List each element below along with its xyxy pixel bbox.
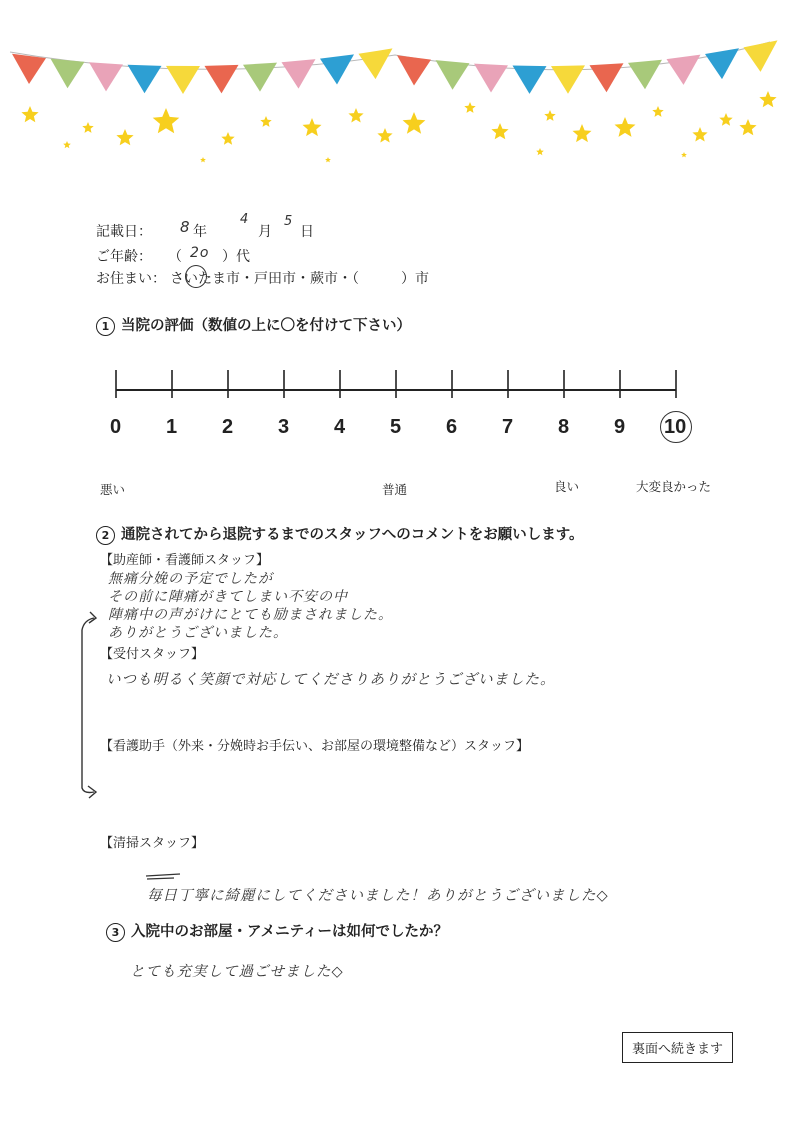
star-icon — [303, 118, 322, 136]
age-close-paren: ）代 — [222, 249, 250, 265]
bunting-flag — [205, 65, 239, 94]
bunting-flag — [243, 63, 277, 92]
midwife-comment-line-3: 陣痛中の声がけにとても励まされました。 — [108, 607, 393, 623]
bunting-flag — [320, 54, 354, 84]
date-year-value: 8 — [180, 218, 191, 236]
age-label: ご年齢： — [96, 249, 152, 265]
star-icon — [200, 157, 206, 162]
star-icon — [544, 110, 555, 121]
section2-title — [96, 523, 584, 545]
star-icon — [573, 124, 592, 142]
reception-header: 【受付スタッフ】 — [100, 647, 205, 662]
section1-number: 1 — [96, 317, 115, 336]
midwife-comment-line-1: 無痛分娩の予定でしたが — [108, 571, 273, 587]
section2-number: 2 — [96, 526, 115, 545]
month-unit: 月 — [258, 224, 272, 240]
label-bad: 悪い — [100, 482, 126, 497]
midwife-comment — [108, 570, 393, 642]
bunting-flag — [12, 54, 46, 84]
star-icon — [325, 157, 331, 162]
date-month-value: 4 — [240, 212, 250, 227]
age-value: 2o — [190, 245, 210, 261]
bunting-flag — [359, 48, 393, 79]
bunting-flag — [551, 65, 585, 93]
bunting-flag — [397, 55, 431, 85]
assistant-header: 【看護助手（外来・分娩時お手伝い、お部屋の環境整備など）スタッフ】 — [100, 739, 530, 754]
star-icon — [491, 123, 508, 139]
section3-number: 3 — [106, 923, 125, 942]
section3-title-text: 入院中のお部屋・アメニティーは如何でしたか？ — [131, 924, 448, 940]
reception-comment: いつも明るく笑顔で対応してくださりありがとうございました。 — [106, 672, 556, 688]
star-icon — [403, 112, 426, 134]
bunting-flag — [590, 63, 624, 92]
star-icon — [652, 106, 663, 117]
scale-number-6: 6 — [446, 416, 458, 438]
star-icon — [759, 91, 776, 107]
scale-number-0: 0 — [110, 416, 122, 438]
continue-label: 裏面へ続きます — [632, 1042, 724, 1057]
star-icon — [348, 108, 363, 123]
bunting-flag — [128, 65, 162, 94]
section3-comment: とても充実して過ごせました◇ — [130, 964, 344, 980]
age-open-paren: （ — [168, 249, 182, 265]
bunting-flag — [474, 64, 508, 93]
scale-number-3: 3 — [278, 416, 290, 438]
star-icon — [719, 113, 732, 126]
star-icon — [153, 108, 180, 133]
bunting-decoration — [0, 0, 800, 175]
scale-number-7: 7 — [502, 416, 514, 438]
midwife-header: 【助産師・看護師スタッフ】 — [100, 553, 270, 568]
star-icon — [63, 141, 71, 148]
bunting-flag — [436, 60, 470, 90]
section2-title-text: 通院されてから退院するまでのスタッフへのコメントをお願いします。 — [121, 527, 584, 543]
bunting-flag — [705, 48, 739, 79]
scale-number-9: 9 — [614, 416, 626, 438]
star-icon — [82, 122, 93, 133]
scale-number-10: 10 — [664, 416, 687, 438]
address-selected-hidden — [186, 285, 187, 286]
bunting-flag — [89, 62, 123, 91]
scale-number-8: 8 — [558, 416, 570, 438]
rating-selected-circle — [660, 411, 692, 443]
section3-title — [106, 920, 448, 942]
label-normal: 普通 — [382, 482, 408, 497]
label-good: 良い — [554, 479, 580, 494]
scale-number-1: 1 — [166, 416, 178, 438]
address-circle-mark — [185, 265, 207, 288]
cleaning-comment: 毎日丁寧に綺麗にしてくださいました！ありがとうございました◇ — [147, 888, 609, 904]
star-icon — [377, 128, 392, 143]
star-icon — [464, 102, 475, 113]
date-day-value: 5 — [284, 214, 294, 229]
bunting-flag — [166, 66, 200, 94]
bunting-flag — [667, 55, 701, 85]
scale-number-5: 5 — [390, 416, 402, 438]
midwife-comment-line-4: ありがとうございました。 — [108, 625, 288, 641]
midwife-comment-line-2: その前に陣痛がきてしまい不安の中 — [108, 589, 348, 605]
address-label: お住まい： — [96, 271, 166, 287]
bunting-flag — [628, 60, 662, 90]
star-icon — [260, 116, 271, 127]
bunting-flag — [513, 66, 547, 94]
year-unit: 年 — [193, 224, 207, 240]
date-label: 記載日： — [96, 224, 152, 240]
section1-title — [96, 314, 411, 336]
star-icon — [681, 152, 687, 157]
scale-number-2: 2 — [222, 416, 234, 438]
star-icon — [221, 132, 234, 145]
day-unit: 日 — [300, 224, 314, 240]
star-icon — [536, 148, 544, 155]
scribble-mark — [144, 870, 184, 884]
date-row — [96, 221, 152, 241]
star-icon — [692, 127, 707, 142]
star-icon — [615, 117, 636, 137]
label-very-good: 大変良かった — [636, 479, 712, 494]
hand-drawn-arrow — [72, 610, 112, 800]
scale-number-4: 4 — [334, 416, 346, 438]
address-options: さいたま市・戸田市・蕨市・（ ）市 — [170, 271, 429, 287]
star-icon — [739, 119, 756, 135]
section1-title-text: 当院の評価（数値の上に〇を付けて下さい） — [121, 318, 411, 334]
star-icon — [116, 129, 133, 145]
bunting-flag — [282, 59, 316, 89]
bunting-flag — [51, 59, 85, 89]
star-icon — [21, 106, 38, 122]
cleaning-header: 【清掃スタッフ】 — [100, 836, 205, 851]
bunting-flag — [744, 40, 778, 72]
continue-on-back-box — [622, 1032, 733, 1063]
